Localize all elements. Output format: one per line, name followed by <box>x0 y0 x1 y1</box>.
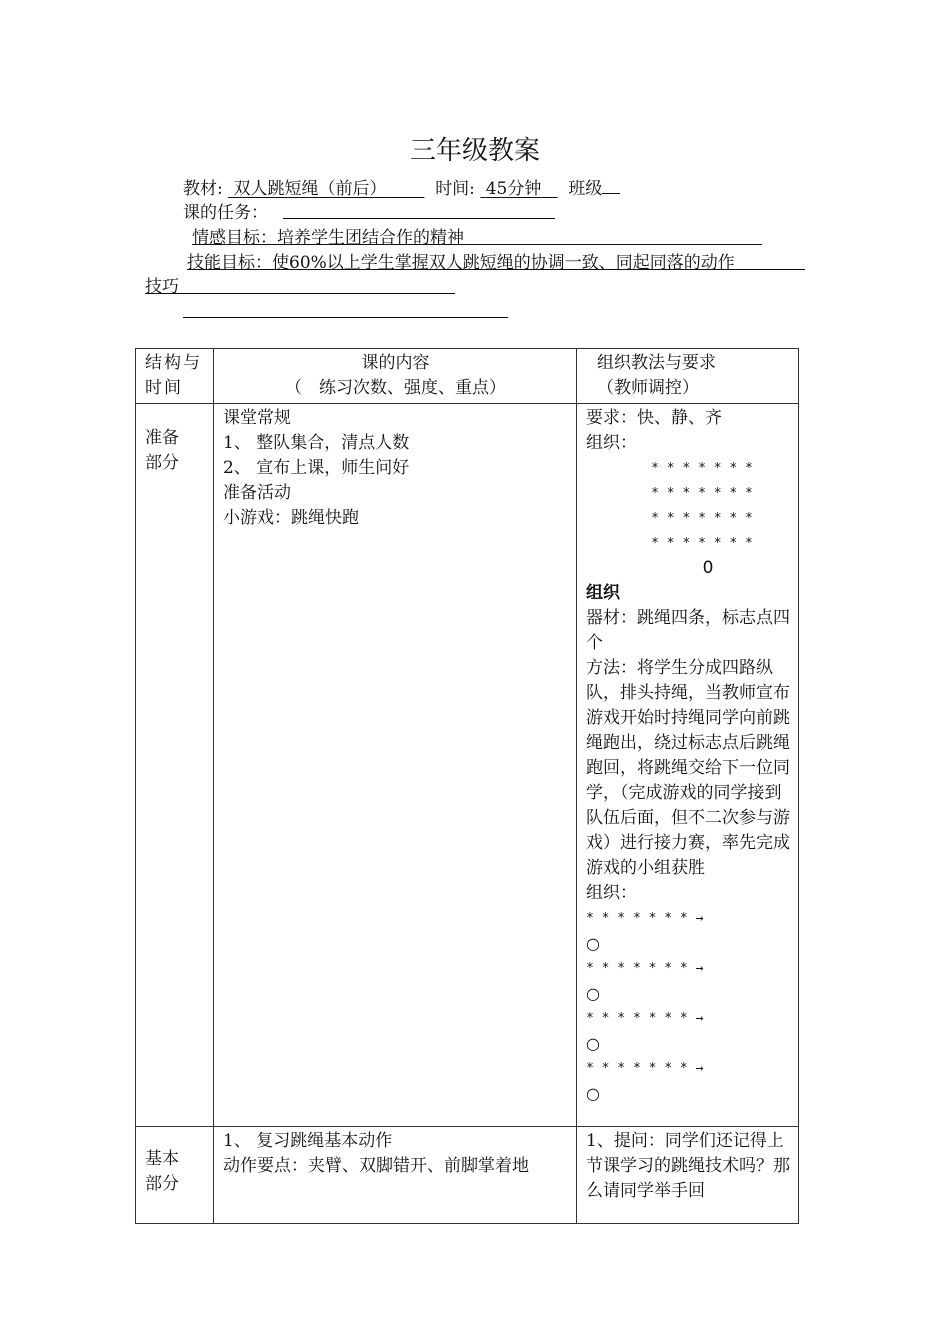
content-basic: 1、 复习跳绳基本动作 动作要点：夹臂、双脚错开、前脚掌着地 <box>214 1127 577 1224</box>
goal-skill-underline2 <box>145 293 455 294</box>
requirement-text: 要求：快、静、齐 <box>586 408 722 428</box>
goal-emotion: 情感目标：培养学生团结合作的精神 <box>192 228 464 248</box>
relay-marker: ○ <box>586 984 600 1003</box>
lesson-plan-table <box>135 348 799 1224</box>
class-blank <box>602 176 620 194</box>
relay-row: * * * * * * * → <box>586 911 704 926</box>
org-label: 组织： <box>586 433 637 453</box>
section-basic: 基本部分 <box>136 1127 214 1224</box>
header-structure: 结构与时间 <box>136 349 214 404</box>
task-blank <box>283 218 555 219</box>
material-label: 教材: <box>183 179 223 199</box>
relay-marker: ○ <box>586 1034 600 1053</box>
org-heading: 组织 <box>586 583 620 603</box>
organization-basic: 1、提问：同学们还记得上节课学习的跳绳技术吗？那么请同学举手回 <box>577 1127 799 1224</box>
relay-marker: ○ <box>586 1084 600 1103</box>
time-value: 45分钟 <box>485 179 542 199</box>
relay-row: * * * * * * * → <box>586 1011 704 1026</box>
header-organization: 组织教法与要求 （教师调控） <box>577 349 799 404</box>
formation-row: * * * * * * * <box>651 511 753 526</box>
table-row <box>136 404 799 1127</box>
goal-skill-line1: 技能目标：使60%以上学生掌握双人跳短绳的协调一致、同起同落的动作 <box>187 253 735 273</box>
header-content: 课的内容 （ 练习次数、强度、重点） <box>214 349 577 404</box>
class-label: 班级 <box>568 179 603 199</box>
section-prep: 准备部分 <box>136 404 214 1127</box>
material-value: 双人跳短绳（前后） <box>233 179 387 199</box>
goal-skill-line2: 技巧 <box>145 277 179 297</box>
goal-emotion-underline <box>192 244 762 245</box>
formation-row: * * * * * * * <box>651 461 753 476</box>
page-title: 三年级教案 <box>409 136 540 166</box>
time-label: 时间: <box>435 179 475 199</box>
table-header-row <box>136 349 799 404</box>
task-label: 课的任务： <box>183 203 268 223</box>
teacher-mark: 0 <box>702 558 714 578</box>
formation-row: * * * * * * * <box>651 536 753 551</box>
task-line <box>183 201 268 225</box>
method-text: 方法：将学生分成四路纵队，排头持绳，当教师宣布游戏开始时持绳同学向前跳绳跑出，绕过标志点后跳绳跑回，将跳绳交给下一位同学，（完成游戏的同学接到队伍后面，但不二次参与游戏）进行接力赛，率先完成游戏的小组获胜 <box>586 658 790 878</box>
blank-line <box>183 317 508 318</box>
goal-skill-underline1 <box>187 269 805 270</box>
content-prep: 课堂常规 1、 整队集合，清点人数 2、 宣布上课，师生问好 准备活动 小游戏：跳绳快跑 <box>214 404 577 1127</box>
relay-row: * * * * * * * → <box>586 961 704 976</box>
relay-marker: ○ <box>586 934 600 953</box>
relay-row: * * * * * * * → <box>586 1061 704 1076</box>
formation-row: * * * * * * * <box>651 486 753 501</box>
equipment-text: 器材：跳绳四条，标志点四个 <box>586 608 790 653</box>
organization-prep <box>577 404 799 1127</box>
org-label-2: 组织： <box>586 883 637 903</box>
table-row <box>136 1127 799 1224</box>
material-line <box>183 176 620 201</box>
